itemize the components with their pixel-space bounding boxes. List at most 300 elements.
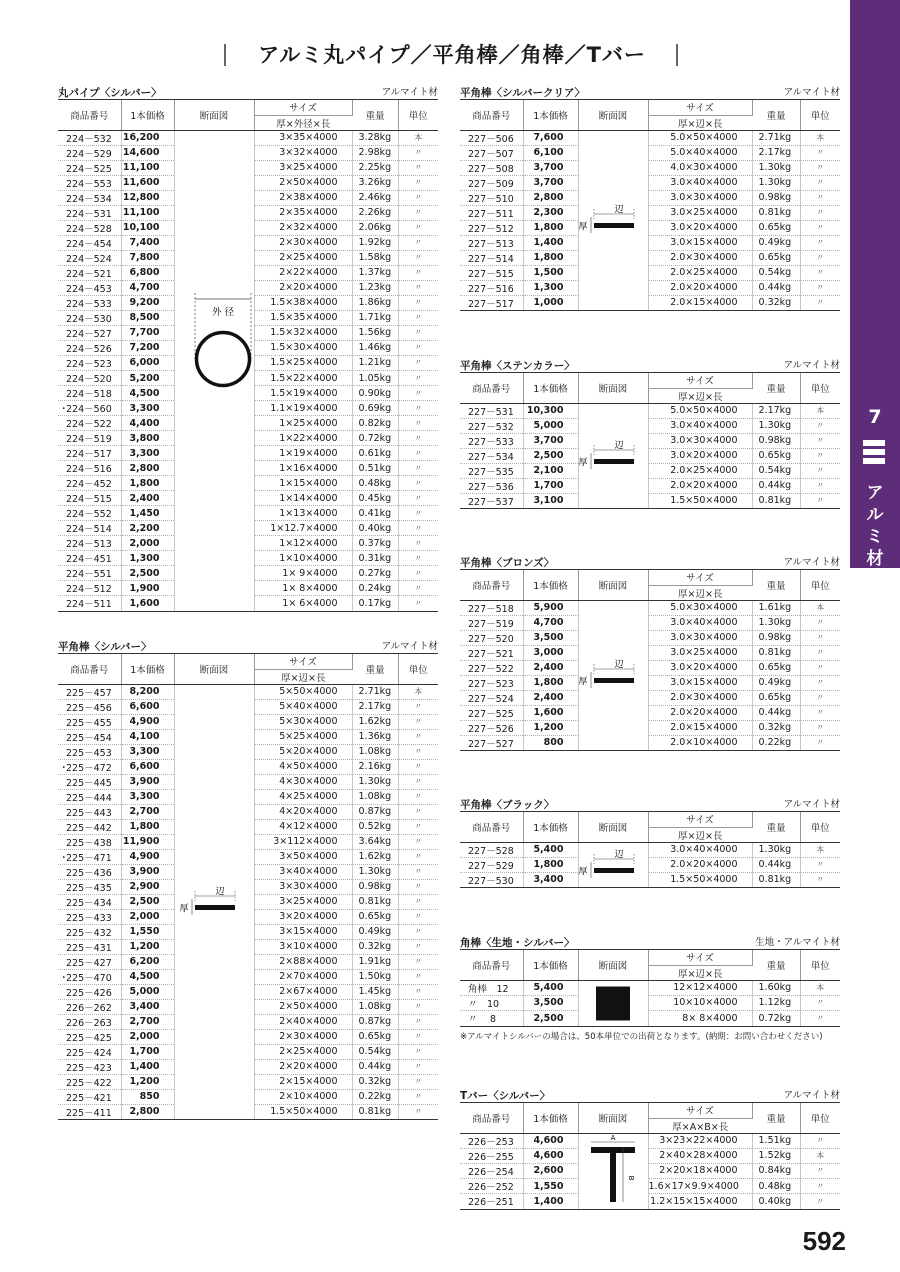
- col-code: 商品番号: [460, 570, 523, 600]
- product-code: 226－255: [460, 1148, 523, 1163]
- col-size: サイズ: [254, 100, 352, 115]
- product-code: 224－526: [58, 340, 121, 355]
- unit-price: 9,200: [121, 295, 174, 310]
- unit-price: 7,400: [121, 235, 174, 250]
- product-code: 226－252: [460, 1179, 523, 1194]
- unit-price: 1,800: [523, 250, 578, 265]
- col-figure: 断面図: [578, 100, 648, 130]
- weight: 1.51kg: [752, 1133, 800, 1148]
- table-row: [460, 493, 840, 508]
- outer-diameter-label: 外 径: [211, 306, 235, 318]
- cross-section-figure: [578, 980, 648, 1026]
- product-code: 227－533: [460, 433, 523, 448]
- unit-price: 2,800: [121, 1104, 174, 1119]
- product-code: 224－514: [58, 521, 121, 536]
- unit-price: 3,300: [121, 401, 174, 416]
- section-round-pipe: [58, 86, 438, 612]
- weight: 0.52kg: [352, 819, 398, 834]
- unit: 〃: [398, 999, 438, 1014]
- size: 3×30×4000: [254, 879, 352, 894]
- unit: 〃: [398, 879, 438, 894]
- unit-price: 1,600: [121, 596, 174, 611]
- weight: 1.30kg: [752, 160, 800, 175]
- size: 3.0×20×4000: [648, 448, 752, 463]
- unit-price: 5,000: [121, 984, 174, 999]
- unit-price: 2,600: [523, 1163, 578, 1178]
- unit: 〃: [398, 325, 438, 340]
- col-price: 1本価格: [523, 570, 578, 600]
- size: 3.0×40×4000: [648, 175, 752, 190]
- weight: 0.48kg: [752, 1179, 800, 1194]
- product-code: 226－263: [58, 1014, 121, 1029]
- weight: 2.25kg: [352, 160, 398, 175]
- product-code: 226－262: [58, 999, 121, 1014]
- product-code: 225－431: [58, 939, 121, 954]
- col-weight: 重量: [752, 812, 800, 842]
- col-unit: 単位: [800, 570, 840, 600]
- table-row: [460, 175, 840, 190]
- weight: 2.46kg: [352, 190, 398, 205]
- weight: 0.32kg: [752, 720, 800, 735]
- weight: 0.40kg: [352, 521, 398, 536]
- weight: 0.98kg: [752, 433, 800, 448]
- product-code: 224－518: [58, 386, 121, 401]
- size: 2×40×28×4000: [648, 1148, 752, 1163]
- weight: 0.65kg: [752, 220, 800, 235]
- product-code: 225－423: [58, 1059, 121, 1074]
- weight: 1.91kg: [352, 954, 398, 969]
- unit-price: 2,300: [523, 205, 578, 220]
- thickness-label: 厚: [179, 903, 189, 914]
- product-code: 225－457: [58, 684, 121, 699]
- size: 2×70×4000: [254, 969, 352, 984]
- unit-price: 14,600: [121, 145, 174, 160]
- col-weight: 重量: [752, 570, 800, 600]
- unit: 本: [800, 600, 840, 615]
- product-code: ・ 224－560: [58, 401, 121, 416]
- unit-price: 1,800: [523, 857, 578, 872]
- size: 1.5×38×4000: [254, 295, 352, 310]
- product-code: 227－534: [460, 448, 523, 463]
- size: 3.0×20×4000: [648, 220, 752, 235]
- size: 3×20×4000: [254, 909, 352, 924]
- col-code: 商品番号: [58, 654, 121, 684]
- size: 1×12×4000: [254, 536, 352, 551]
- product-code: 227－523: [460, 675, 523, 690]
- t-bar-section-figure: [583, 1134, 643, 1209]
- size: 2×20×4000: [254, 280, 352, 295]
- unit: 〃: [398, 190, 438, 205]
- weight: 0.65kg: [752, 660, 800, 675]
- size: 3×50×4000: [254, 849, 352, 864]
- size: 1.5×35×4000: [254, 310, 352, 325]
- col-weight: 重量: [752, 100, 800, 130]
- product-code: 224－516: [58, 461, 121, 476]
- product-code: 224－525: [58, 160, 121, 175]
- product-code: 227－537: [460, 493, 523, 508]
- size: 4×12×4000: [254, 819, 352, 834]
- unit: 〃: [398, 461, 438, 476]
- size: 4×50×4000: [254, 759, 352, 774]
- product-code: 227－527: [460, 735, 523, 750]
- section-material: 生地・アルマイト材: [755, 937, 840, 948]
- unit: 〃: [800, 857, 840, 872]
- unit: 〃: [800, 720, 840, 735]
- unit: 〃: [398, 250, 438, 265]
- round-pipe-table: [58, 100, 438, 612]
- size: 2×30×4000: [254, 235, 352, 250]
- chapter-number: 7: [868, 406, 882, 428]
- weight: 1.62kg: [352, 849, 398, 864]
- weight: 0.81kg: [752, 645, 800, 660]
- product-code: 225－456: [58, 699, 121, 714]
- unit-price: 4,100: [121, 729, 174, 744]
- weight: 0.54kg: [752, 463, 800, 478]
- unit-price: 850: [121, 1089, 174, 1104]
- unit: 〃: [800, 1179, 840, 1194]
- table-row: [460, 980, 840, 995]
- weight: 2.17kg: [752, 145, 800, 160]
- col-price: 1本価格: [121, 100, 174, 130]
- weight: 1.60kg: [752, 980, 800, 995]
- weight: 0.54kg: [752, 265, 800, 280]
- product-code: 227－524: [460, 690, 523, 705]
- table-row: [460, 433, 840, 448]
- flat-bar-section-figure: [580, 848, 646, 882]
- weight: 0.44kg: [752, 478, 800, 493]
- weight: 0.49kg: [752, 235, 800, 250]
- col-figure: 断面図: [174, 100, 254, 130]
- product-code: 225－434: [58, 894, 121, 909]
- unit-price: 11,900: [121, 834, 174, 849]
- unit-price: 5,400: [523, 842, 578, 857]
- size: 8× 8×4000: [648, 1011, 752, 1026]
- table-row: [460, 1148, 840, 1163]
- unit-price: 4,600: [523, 1133, 578, 1148]
- product-code: 226－253: [460, 1133, 523, 1148]
- unit-price: 4,500: [121, 969, 174, 984]
- unit-price: 3,500: [523, 995, 578, 1010]
- weight: 0.65kg: [352, 1029, 398, 1044]
- size: 1×10×4000: [254, 551, 352, 566]
- page-number: 592: [802, 1226, 846, 1256]
- size: 2×50×4000: [254, 999, 352, 1014]
- flat-bar-section-figure: [580, 203, 646, 237]
- unit-price: 1,400: [523, 235, 578, 250]
- size: 5.0×30×4000: [648, 600, 752, 615]
- size: 2×67×4000: [254, 984, 352, 999]
- unit-price: 6,600: [121, 759, 174, 774]
- flat-bar-section-figure: [580, 658, 646, 692]
- table-row: [460, 675, 840, 690]
- table-row: [460, 1011, 840, 1026]
- size: 2×25×4000: [254, 250, 352, 265]
- weight: 2.06kg: [352, 220, 398, 235]
- unit: 〃: [398, 819, 438, 834]
- size: 5.0×50×4000: [648, 130, 752, 145]
- unit-price: 12,800: [121, 190, 174, 205]
- table-row: [460, 1163, 840, 1178]
- section-material: アルマイト材: [783, 557, 840, 568]
- thickness-label: 厚: [578, 677, 588, 687]
- size: 1×12.7×4000: [254, 521, 352, 536]
- weight: 0.81kg: [752, 493, 800, 508]
- unit-price: 800: [523, 735, 578, 750]
- unit-price: 1,700: [523, 478, 578, 493]
- unit: 〃: [800, 1194, 840, 1209]
- cross-section-figure: [174, 684, 254, 1119]
- size: 5×25×4000: [254, 729, 352, 744]
- unit: 〃: [398, 446, 438, 461]
- product-code: 〃 10: [460, 995, 523, 1010]
- product-code: 224－533: [58, 295, 121, 310]
- weight: 0.32kg: [352, 1074, 398, 1089]
- size: 1.6×17×9.9×4000: [648, 1179, 752, 1194]
- size: 3.0×30×4000: [648, 433, 752, 448]
- unit: 〃: [398, 954, 438, 969]
- section-square-bar: [460, 936, 840, 1042]
- product-code: 225－433: [58, 909, 121, 924]
- unit-price: 4,700: [121, 280, 174, 295]
- section-material: アルマイト材: [381, 641, 438, 652]
- new-item-mark: ・: [59, 762, 69, 774]
- unit: 〃: [398, 280, 438, 295]
- product-code: 227－516: [460, 280, 523, 295]
- weight: 0.61kg: [352, 446, 398, 461]
- product-code: 224－519: [58, 431, 121, 446]
- product-code: 227－519: [460, 615, 523, 630]
- section-title: 平角棒〈シルバークリア〉: [460, 87, 586, 99]
- flat-stain-table: [460, 373, 840, 509]
- weight: 3.64kg: [352, 834, 398, 849]
- weight: 2.16kg: [352, 759, 398, 774]
- size: 2.0×15×4000: [648, 295, 752, 310]
- weight: 0.51kg: [352, 461, 398, 476]
- unit-price: 4,700: [523, 615, 578, 630]
- table-row: [460, 145, 840, 160]
- size: 1× 8×4000: [254, 581, 352, 596]
- weight: 0.44kg: [752, 857, 800, 872]
- weight: 0.65kg: [752, 448, 800, 463]
- section-flat-silver-clear: [460, 86, 840, 311]
- unit-price: 1,800: [121, 476, 174, 491]
- size: 1.5×50×4000: [648, 493, 752, 508]
- unit: 本: [398, 130, 438, 145]
- side-label: 辺: [614, 849, 624, 860]
- product-code: 225－427: [58, 954, 121, 969]
- unit: 〃: [398, 744, 438, 759]
- product-code: 224－524: [58, 250, 121, 265]
- col-size-sub: 厚×辺×長: [648, 115, 752, 130]
- product-code: 224－521: [58, 265, 121, 280]
- unit: 〃: [800, 645, 840, 660]
- unit-price: 16,200: [121, 130, 174, 145]
- size: 2×30×4000: [254, 1029, 352, 1044]
- unit: 本: [800, 842, 840, 857]
- product-code: 〃 8: [460, 1011, 523, 1026]
- unit-price: 5,900: [523, 600, 578, 615]
- unit-price: 4,400: [121, 416, 174, 431]
- weight: 0.84kg: [752, 1163, 800, 1178]
- unit-price: 1,200: [523, 720, 578, 735]
- aluminum-bars-icon: [862, 438, 886, 466]
- weight: 0.69kg: [352, 401, 398, 416]
- unit: 〃: [800, 690, 840, 705]
- unit-price: 6,600: [121, 699, 174, 714]
- weight: 0.32kg: [752, 295, 800, 310]
- size: 1×16×4000: [254, 461, 352, 476]
- unit: 〃: [398, 596, 438, 611]
- col-size-sub: 厚×A×B×長: [648, 1118, 752, 1133]
- round-pipe-section-figure: [175, 131, 253, 611]
- unit: 〃: [398, 416, 438, 431]
- product-code: 227－521: [460, 645, 523, 660]
- size: 3.0×30×4000: [648, 630, 752, 645]
- unit-price: 4,900: [121, 714, 174, 729]
- unit: 〃: [398, 536, 438, 551]
- size: 2×38×4000: [254, 190, 352, 205]
- table-row: [460, 1194, 840, 1209]
- side-label: 辺: [215, 886, 225, 897]
- size: 5×30×4000: [254, 714, 352, 729]
- size: 3.0×40×4000: [648, 842, 752, 857]
- unit: 〃: [800, 478, 840, 493]
- size: 2×35×4000: [254, 205, 352, 220]
- table-row: [460, 265, 840, 280]
- unit: 〃: [398, 1059, 438, 1074]
- unit: 〃: [800, 220, 840, 235]
- unit-price: 3,500: [523, 630, 578, 645]
- unit: 〃: [398, 909, 438, 924]
- square-bar-section-figure: [593, 981, 633, 1026]
- size: 3.0×40×4000: [648, 615, 752, 630]
- unit-price: 2,400: [523, 690, 578, 705]
- weight: 1.05kg: [352, 371, 398, 386]
- table-row: [460, 478, 840, 493]
- col-price: 1本価格: [121, 654, 174, 684]
- product-code: 224－552: [58, 506, 121, 521]
- size: 3×112×4000: [254, 834, 352, 849]
- product-code: 225－436: [58, 864, 121, 879]
- product-code: 225－435: [58, 879, 121, 894]
- weight: 1.56kg: [352, 325, 398, 340]
- weight: 0.27kg: [352, 566, 398, 581]
- product-code: ・ 225－472: [58, 759, 121, 774]
- product-code: 225－425: [58, 1029, 121, 1044]
- size: 5×40×4000: [254, 699, 352, 714]
- col-size-sub: 厚×辺×長: [648, 585, 752, 600]
- size: 3×15×4000: [254, 924, 352, 939]
- size: 2.0×20×4000: [648, 857, 752, 872]
- weight: 0.65kg: [752, 690, 800, 705]
- weight: 0.32kg: [352, 939, 398, 954]
- col-price: 1本価格: [523, 812, 578, 842]
- unit: 〃: [398, 160, 438, 175]
- col-weight: 重量: [752, 1103, 800, 1133]
- square-bar-note: ※アルマイトシルバーの場合は、50本単位での出荷となります。(納期：お問い合わせください): [460, 1031, 823, 1042]
- unit-price: 3,800: [121, 431, 174, 446]
- unit-price: 7,200: [121, 340, 174, 355]
- unit: 〃: [398, 371, 438, 386]
- unit: 〃: [800, 705, 840, 720]
- unit-price: 11,100: [121, 205, 174, 220]
- unit: 〃: [398, 939, 438, 954]
- size: 2.0×25×4000: [648, 265, 752, 280]
- square-bar-table: [460, 950, 840, 1027]
- weight: 0.72kg: [752, 1011, 800, 1026]
- unit: 〃: [800, 1133, 840, 1148]
- weight: 0.22kg: [352, 1089, 398, 1104]
- product-code: 224－532: [58, 130, 121, 145]
- col-weight: 重量: [752, 373, 800, 403]
- col-unit: 単位: [800, 373, 840, 403]
- unit-price: 3,300: [121, 446, 174, 461]
- unit-price: 6,200: [121, 954, 174, 969]
- section-material: アルマイト材: [381, 87, 438, 98]
- thickness-label: 厚: [578, 457, 588, 468]
- unit: 〃: [398, 1014, 438, 1029]
- weight: 0.98kg: [752, 630, 800, 645]
- size: 2×88×4000: [254, 954, 352, 969]
- size: 3.0×30×4000: [648, 190, 752, 205]
- cross-section-figure: [174, 130, 254, 611]
- size: 2.0×30×4000: [648, 690, 752, 705]
- product-code: 227－522: [460, 660, 523, 675]
- size: 2×50×4000: [254, 175, 352, 190]
- unit-price: 2,500: [121, 894, 174, 909]
- unit: 〃: [398, 759, 438, 774]
- unit: 〃: [398, 774, 438, 789]
- size: 2.0×25×4000: [648, 463, 752, 478]
- size: 3.0×15×4000: [648, 675, 752, 690]
- col-price: 1本価格: [523, 373, 578, 403]
- product-code: 224－452: [58, 476, 121, 491]
- col-unit: 単位: [800, 812, 840, 842]
- weight: 0.54kg: [352, 1044, 398, 1059]
- weight: 0.44kg: [752, 705, 800, 720]
- unit-price: 3,400: [523, 872, 578, 887]
- product-code: 224－515: [58, 491, 121, 506]
- unit: 本: [800, 403, 840, 418]
- unit-price: 2,500: [523, 1011, 578, 1026]
- size: 1× 9×4000: [254, 566, 352, 581]
- unit: 〃: [398, 310, 438, 325]
- size: 1×13×4000: [254, 506, 352, 521]
- table-row: [460, 190, 840, 205]
- unit: 〃: [800, 735, 840, 750]
- table-row: [460, 735, 840, 750]
- size: 5×50×4000: [254, 684, 352, 699]
- product-code: 224－512: [58, 581, 121, 596]
- unit-price: 2,200: [121, 521, 174, 536]
- unit-price: 2,000: [121, 536, 174, 551]
- dimension-a-label: A: [610, 1133, 616, 1142]
- product-code: 225－438: [58, 834, 121, 849]
- table-row: [460, 600, 840, 615]
- unit: 〃: [398, 431, 438, 446]
- product-code: 225－422: [58, 1074, 121, 1089]
- table-row: [460, 463, 840, 478]
- product-code: 227－517: [460, 295, 523, 310]
- new-item-mark: ・: [59, 404, 69, 416]
- weight: 0.48kg: [352, 476, 398, 491]
- product-code: 227－509: [460, 175, 523, 190]
- size: 1.5×50×4000: [648, 872, 752, 887]
- table-row: [460, 720, 840, 735]
- product-code: 227－530: [460, 872, 523, 887]
- weight: 0.44kg: [752, 280, 800, 295]
- new-item-mark: ・: [59, 972, 69, 984]
